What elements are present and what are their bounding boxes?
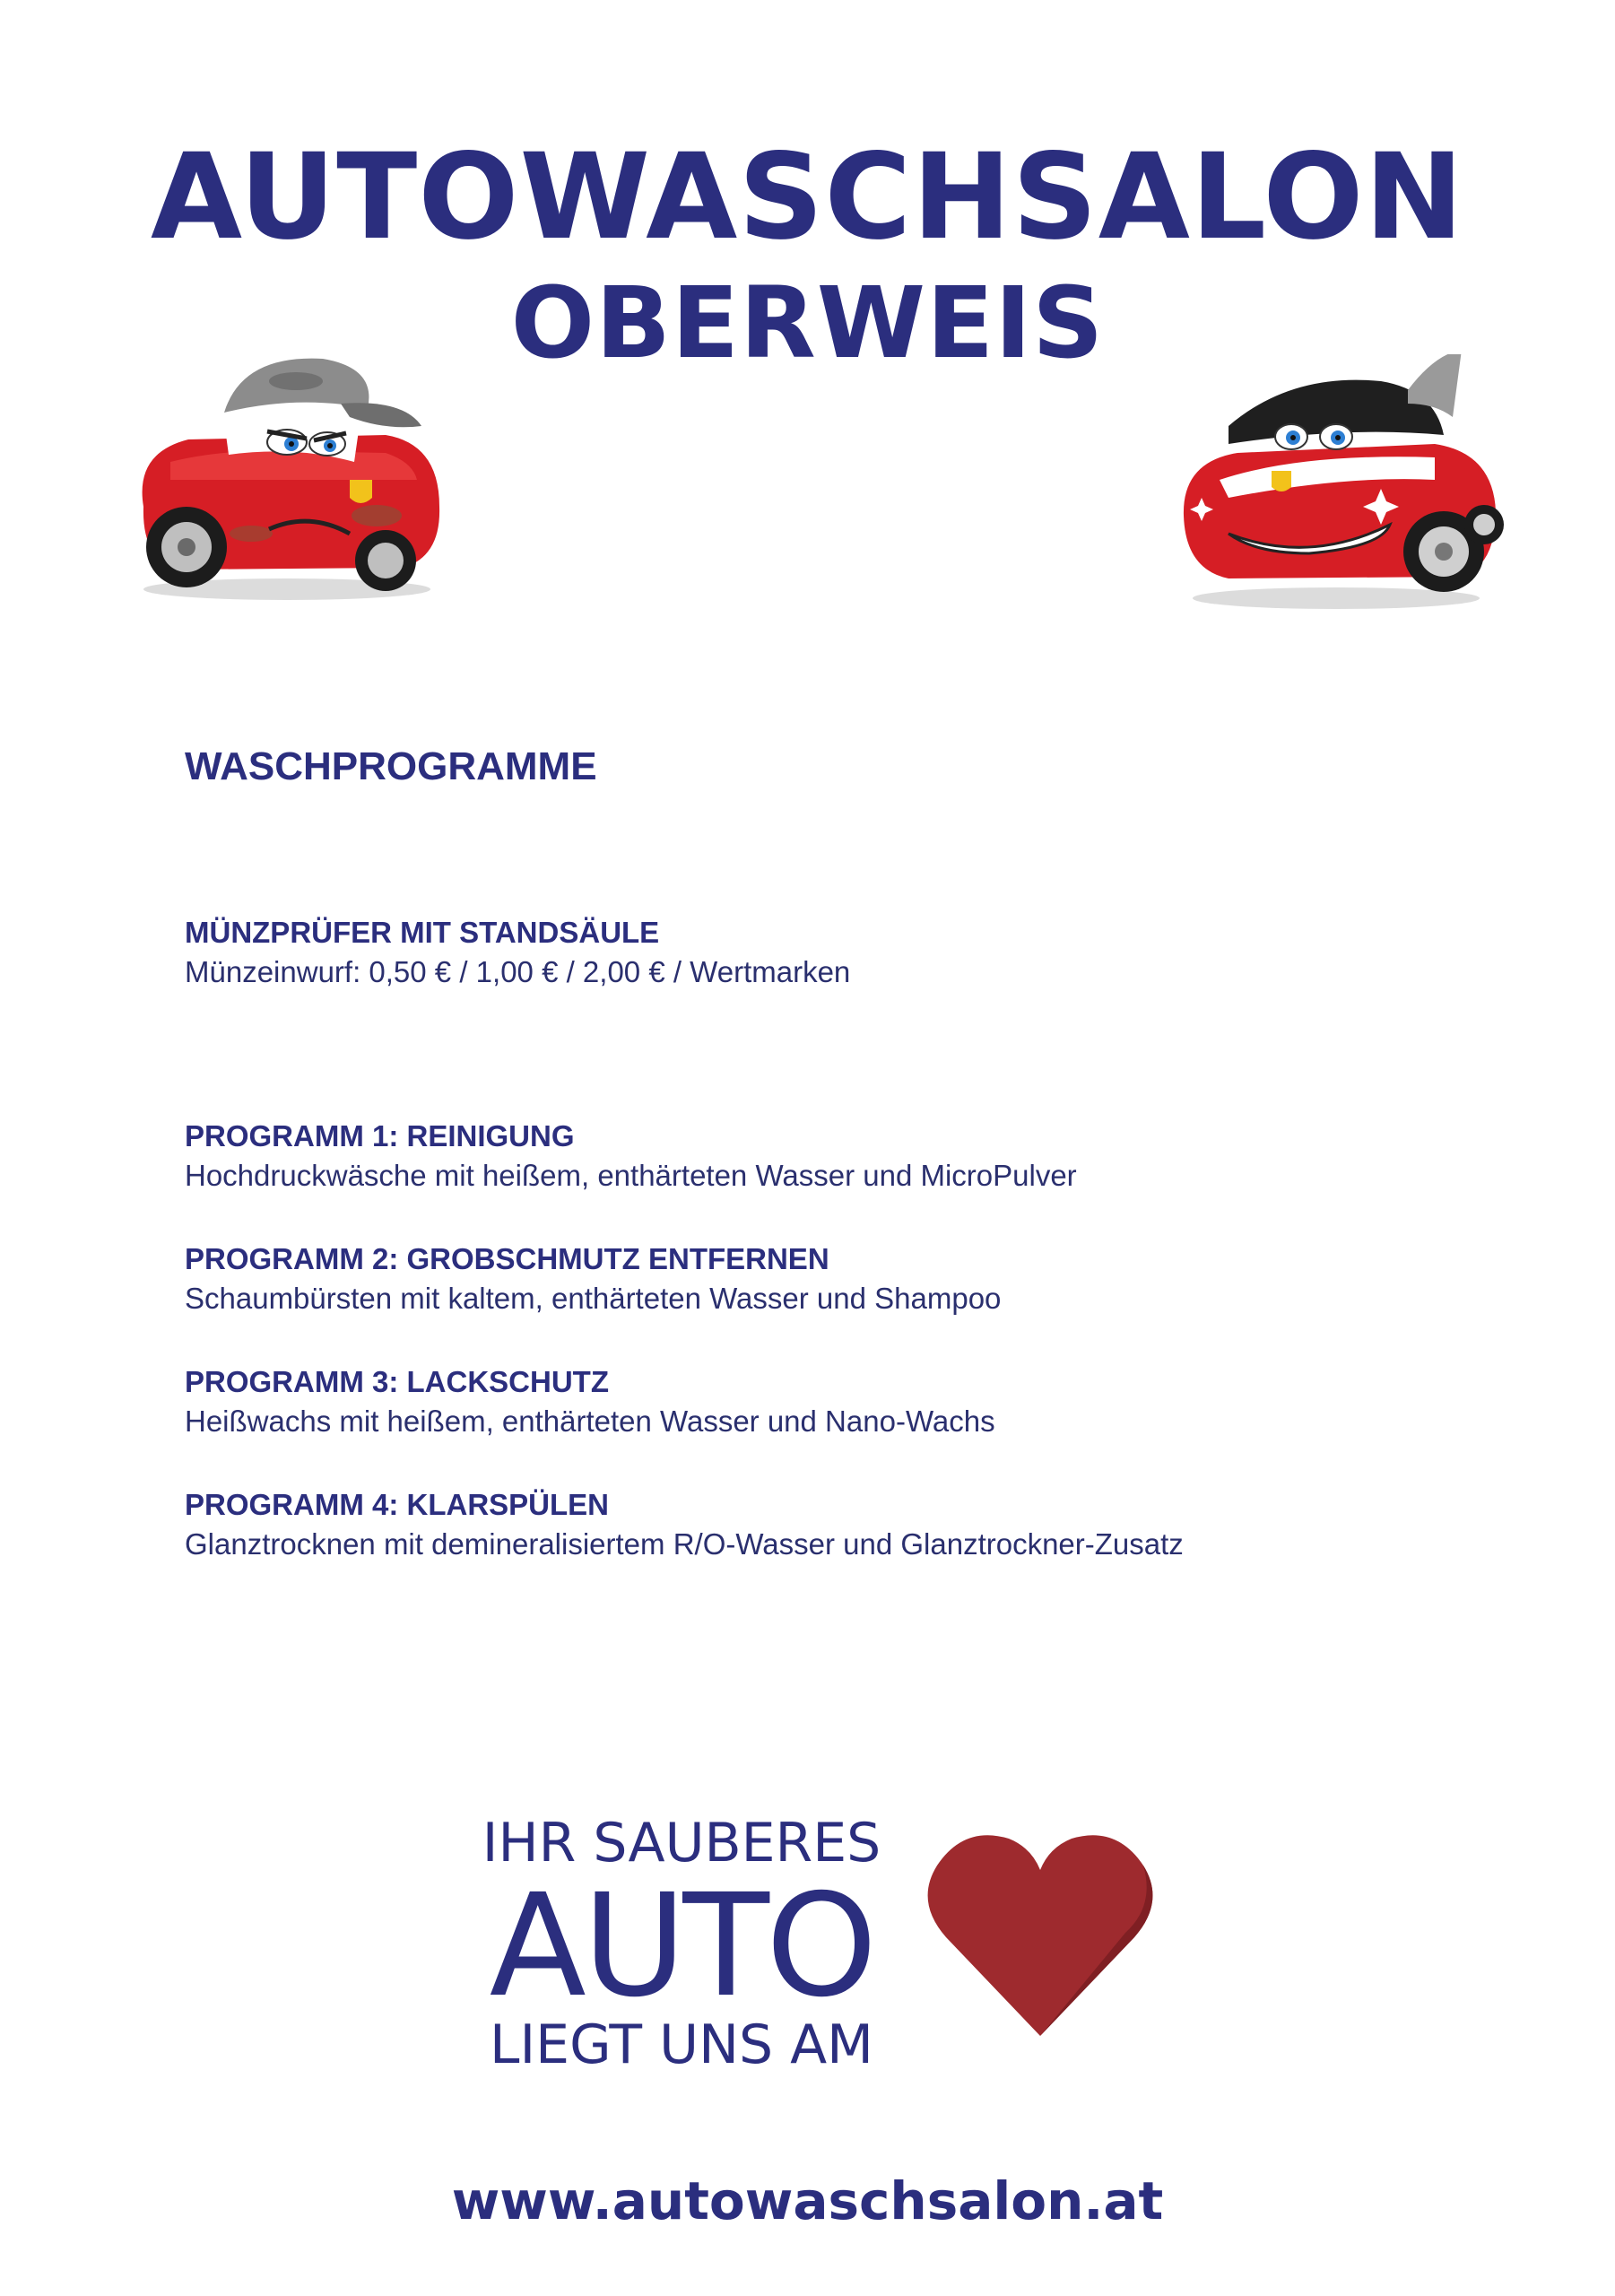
program-title: PROGRAMM 1: REINIGUNG <box>185 1119 575 1152</box>
clean-car-icon <box>1166 354 1506 614</box>
coin-device-title: MÜNZPRÜFER MIT STANDSÄULE <box>185 916 660 949</box>
program-description: Glanztrocknen mit demineralisiertem R/O-Wasser und Glanztrockner-Zusatz <box>185 1527 1184 1561</box>
program-description: Heißwachs mit heißem, enthärteten Wasser und Nano-Wachs <box>185 1405 995 1438</box>
program-title: PROGRAMM 3: LACKSCHUTZ <box>185 1365 609 1398</box>
program-item <box>185 1117 1440 1196</box>
page-subtitle: OBERWEIS <box>510 265 1105 380</box>
program-item <box>185 1485 1440 1564</box>
dirty-car-icon <box>117 345 457 605</box>
section-heading: WASCHPROGRAMME <box>185 744 597 788</box>
slogan-line-3: LIEGT UNS AM <box>490 2013 873 2076</box>
coin-device-block <box>185 913 1440 992</box>
program-item <box>185 1239 1440 1318</box>
slogan-line-2: AUTO <box>489 1864 874 2029</box>
heart-icon <box>924 1825 1157 2040</box>
program-description: Schaumbürsten mit kaltem, enthärteten Wasser und Shampoo <box>185 1282 1002 1315</box>
page-title: AUTOWASCHSALON <box>150 128 1465 266</box>
website-link[interactable]: www.autowaschsalon.at <box>451 2170 1164 2231</box>
program-title: PROGRAMM 4: KLARSPÜLEN <box>185 1488 610 1521</box>
slogan-line-1: IHR SAUBERES <box>482 1812 881 1874</box>
program-description: Hochdruckwäsche mit heißem, enthärteten Wasser und MicroPulver <box>185 1159 1077 1192</box>
program-item <box>185 1362 1440 1441</box>
program-title: PROGRAMM 2: GROBSCHMUTZ ENTFERNEN <box>185 1242 829 1275</box>
coin-device-description: Münzeinwurf: 0,50 € / 1,00 € / 2,00 € / Wertmarken <box>185 955 851 988</box>
